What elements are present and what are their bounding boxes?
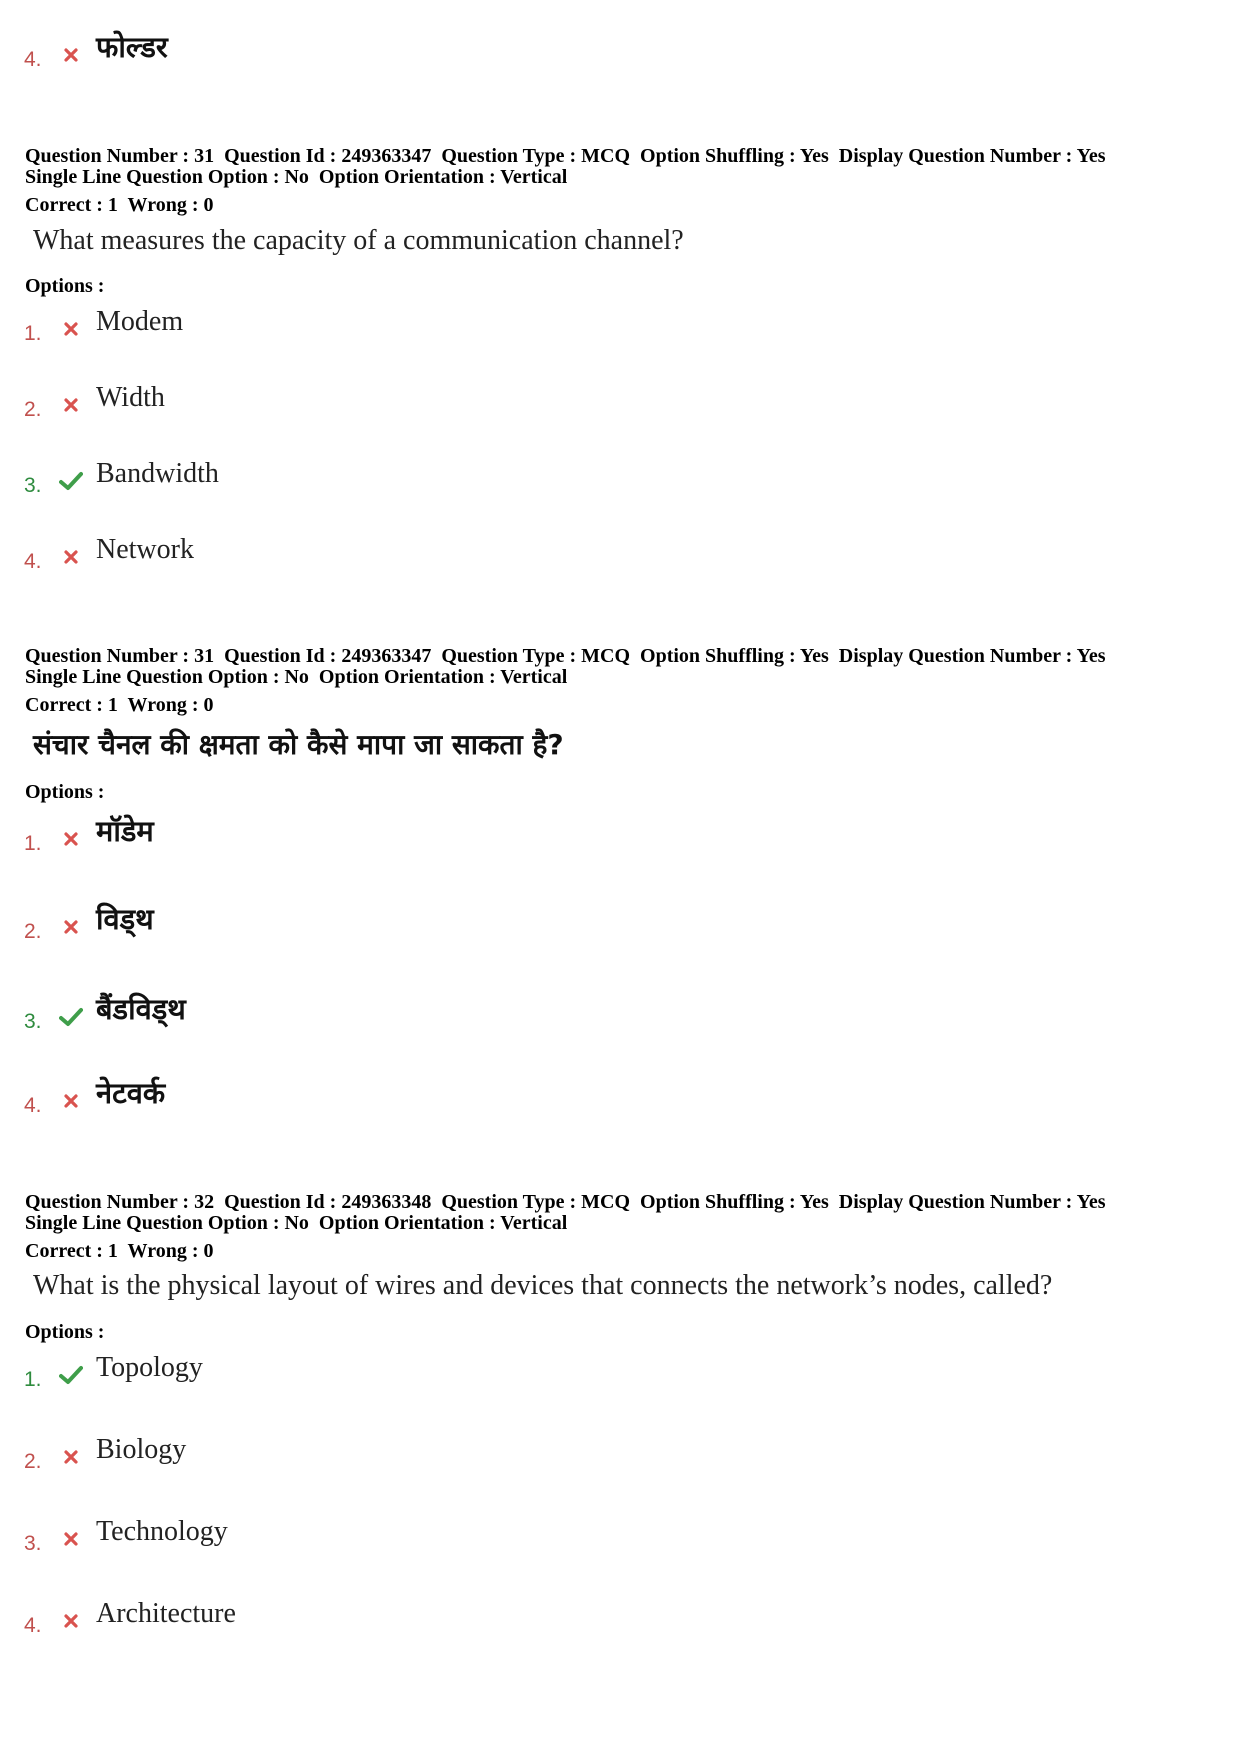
option-number: 1. (24, 832, 42, 855)
option-item (24, 810, 154, 856)
cross-icon (54, 1442, 88, 1474)
question-meta-line1: Question Number : 31 Question Id : 249363347 Question Type : MCQ Option Shuffling : Yes Display Question Number : Yes (25, 645, 1106, 667)
question-meta-line3: Correct : 1 Wrong : 0 (25, 694, 214, 716)
option-text: Architecture (96, 1598, 236, 1629)
option-number: 3. (24, 474, 42, 497)
option-text: Modem (96, 306, 184, 337)
option-number: 4. (24, 550, 42, 573)
option-number: 4. (24, 1094, 42, 1117)
option-number: 3. (24, 1532, 42, 1555)
cross-icon (54, 542, 88, 574)
option-item (24, 528, 194, 574)
check-icon (54, 1360, 88, 1392)
option-item (24, 1072, 165, 1118)
cross-icon (54, 912, 88, 944)
option-number: 1. (24, 1368, 42, 1391)
check-icon (54, 466, 88, 498)
option-text: Technology (96, 1516, 228, 1547)
question-text: What measures the capacity of a communication channel? (33, 225, 684, 256)
option-item (24, 26, 168, 72)
option-item (24, 1510, 228, 1556)
option-item (24, 376, 165, 422)
option-item (24, 1428, 186, 1474)
option-number: 4. (24, 48, 42, 71)
option-text: नेटवर्क (96, 1076, 166, 1110)
cross-icon (54, 1086, 88, 1118)
option-number: 3. (24, 1010, 42, 1033)
question-meta-line2: Single Line Question Option : No Option Orientation : Vertical (25, 166, 568, 188)
check-icon (54, 1002, 88, 1034)
question-meta-line2: Single Line Question Option : No Option Orientation : Vertical (25, 1212, 568, 1234)
cross-icon (54, 1524, 88, 1556)
option-item (24, 300, 183, 346)
option-text: Network (96, 534, 194, 565)
question-meta-line1: Question Number : 32 Question Id : 249363348 Question Type : MCQ Option Shuffling : Yes Display Question Number : Yes (25, 1191, 1106, 1213)
question-meta-line3: Correct : 1 Wrong : 0 (25, 1240, 214, 1262)
option-item (24, 452, 219, 498)
option-number: 2. (24, 920, 42, 943)
option-text: Width (96, 382, 165, 413)
question-meta-line1: Question Number : 31 Question Id : 249363347 Question Type : MCQ Option Shuffling : Yes Display Question Number : Yes (25, 145, 1106, 167)
cross-icon (54, 40, 88, 72)
options-label: Options : (25, 781, 105, 803)
option-text: बैंडविड्थ (96, 992, 186, 1026)
question-text: संचार चैनल की क्षमता को कैसे मापा जा साकता है? (33, 728, 564, 761)
options-label: Options : (25, 275, 105, 297)
option-number: 4. (24, 1614, 42, 1637)
option-text: Biology (96, 1434, 187, 1465)
option-text: Bandwidth (96, 458, 219, 489)
option-item (24, 1592, 236, 1638)
question-text: What is the physical layout of wires and devices that connects the network’s nodes, called? (33, 1270, 1053, 1301)
option-text: फोल्डर (96, 30, 168, 64)
cross-icon (54, 1606, 88, 1638)
cross-icon (54, 824, 88, 856)
option-item (24, 898, 154, 944)
option-item (24, 1346, 203, 1392)
option-text: विड्थ (96, 902, 154, 936)
option-number: 2. (24, 398, 42, 421)
options-label: Options : (25, 1321, 105, 1343)
cross-icon (54, 390, 88, 422)
option-text: मॉडेम (96, 814, 154, 848)
question-meta-line3: Correct : 1 Wrong : 0 (25, 194, 214, 216)
option-number: 2. (24, 1450, 42, 1473)
option-text: Topology (96, 1352, 203, 1383)
option-number: 1. (24, 322, 42, 345)
question-meta-line2: Single Line Question Option : No Option Orientation : Vertical (25, 666, 568, 688)
cross-icon (54, 314, 88, 346)
option-item (24, 988, 186, 1034)
